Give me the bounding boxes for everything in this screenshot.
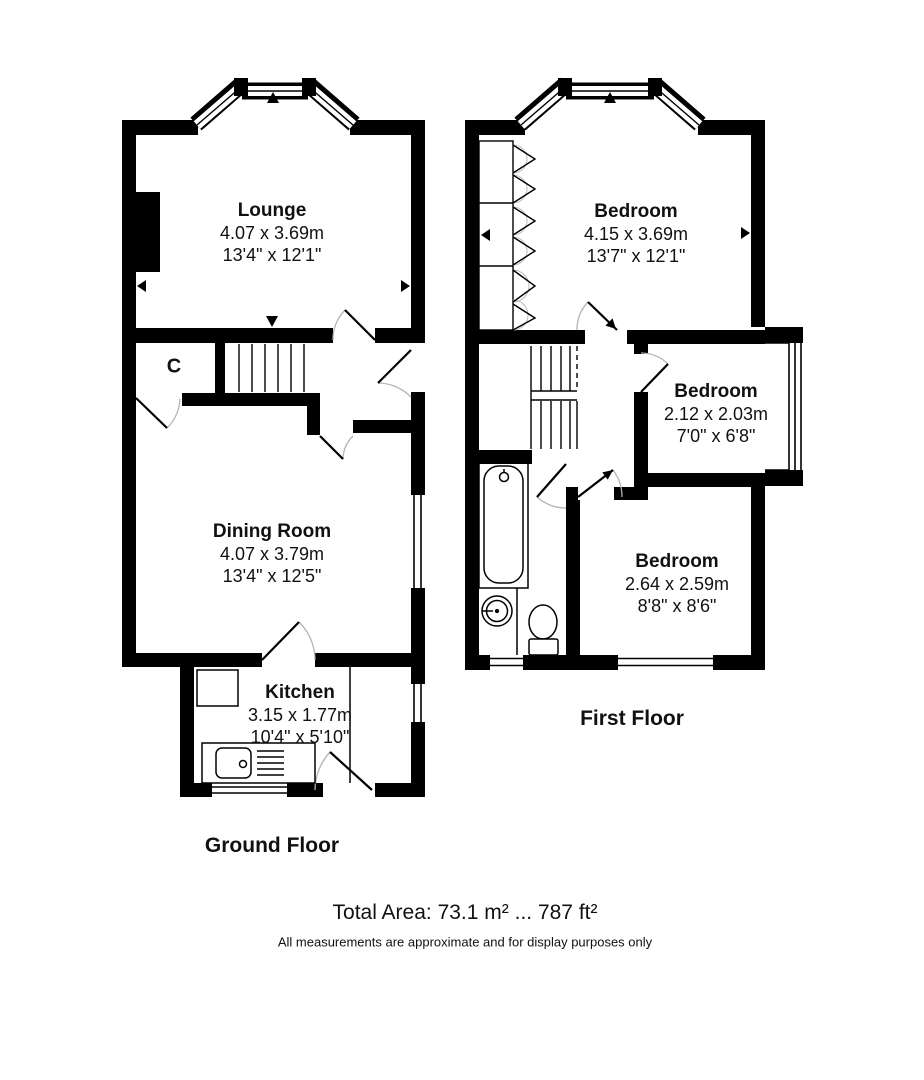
room-dim-metric: 4.07 x 3.79m [219,544,325,564]
arrow-right-icon [741,227,750,239]
room-dim-imperial: 13'4" x 12'1" [222,245,322,265]
room-dim-metric: 3.15 x 1.77m [247,705,353,725]
room-dim-metric: 4.15 x 3.69m [583,224,689,244]
total-area-text: Total Area: 73.1 m² ... 787 ft² [332,901,598,924]
room-label-bedroom-2 [664,381,768,447]
front-door-arc [378,383,411,397]
room-label-lounge [220,200,324,266]
dining-door [320,436,343,459]
first-floor-label: First Floor [580,707,684,730]
room-dim-imperial: 7'0" x 6'8" [676,426,756,446]
room-dim-imperial: 8'8" x 8'6" [637,596,717,616]
arrow-down-icon [266,316,278,327]
room-label-bedroom-3 [625,551,729,617]
room-dim-imperial: 13'7" x 12'1" [586,246,686,266]
toilet-icon [529,605,558,655]
kitchen-door [262,622,299,660]
room-name: Dining Room [212,521,332,542]
room-name: Bedroom [635,551,719,572]
bathroom-door [537,464,566,497]
arrow-right-icon [401,280,410,292]
bedroom-bay-window [520,78,700,125]
kitchen-sink-icon [202,743,315,783]
room-name: Bedroom [674,381,758,402]
room-name: Kitchen [265,682,335,703]
room-name: Bedroom [594,201,678,222]
room-dim-metric: 4.07 x 3.69m [219,223,325,243]
basin-icon [482,596,512,626]
ground-floor-arrows [137,280,410,327]
room-dim-metric: 2.12 x 2.03m [663,404,769,424]
lounge-bay-window [196,78,354,125]
bathroom-fixtures [479,461,558,655]
room-dim-imperial: 10'4" x 5'10" [250,727,350,747]
kitchen-door-arc [299,622,315,660]
chimney-breast [136,192,160,272]
bedroom2-door-arc [641,353,668,364]
cupboard-door [136,398,167,428]
ground-floor-label: Ground Floor [204,834,340,857]
arrow-left-icon [137,280,146,292]
bathroom-door-arc [537,497,566,508]
arrow-left-icon [481,229,490,241]
room-label-kitchen [248,682,352,748]
room-dim-metric: 2.64 x 2.59m [624,574,730,594]
room-name: Lounge [237,200,307,221]
dining-door-arc [343,436,353,459]
ground-floor-stairs [239,344,304,392]
bedroom2-bay-window [765,343,801,470]
bedroom1-door-arc [577,302,588,330]
kitchen-back-door [330,752,372,790]
room-dim-imperial: 13'4" x 12'5" [222,566,322,586]
cupboard-label: C [166,355,182,378]
bathtub-icon [479,461,528,588]
room-label-dining-room [213,521,331,587]
lounge-door-arc [333,310,345,340]
lounge-door [345,310,375,340]
disclaimer-text: All measurements are approximate and for display purposes only [277,934,653,950]
kitchen-counter [197,670,238,706]
cupboard-door-arc [167,399,180,428]
front-door [378,350,411,383]
first-floor-stairs [531,346,577,449]
room-label-bedroom-1 [584,201,688,267]
